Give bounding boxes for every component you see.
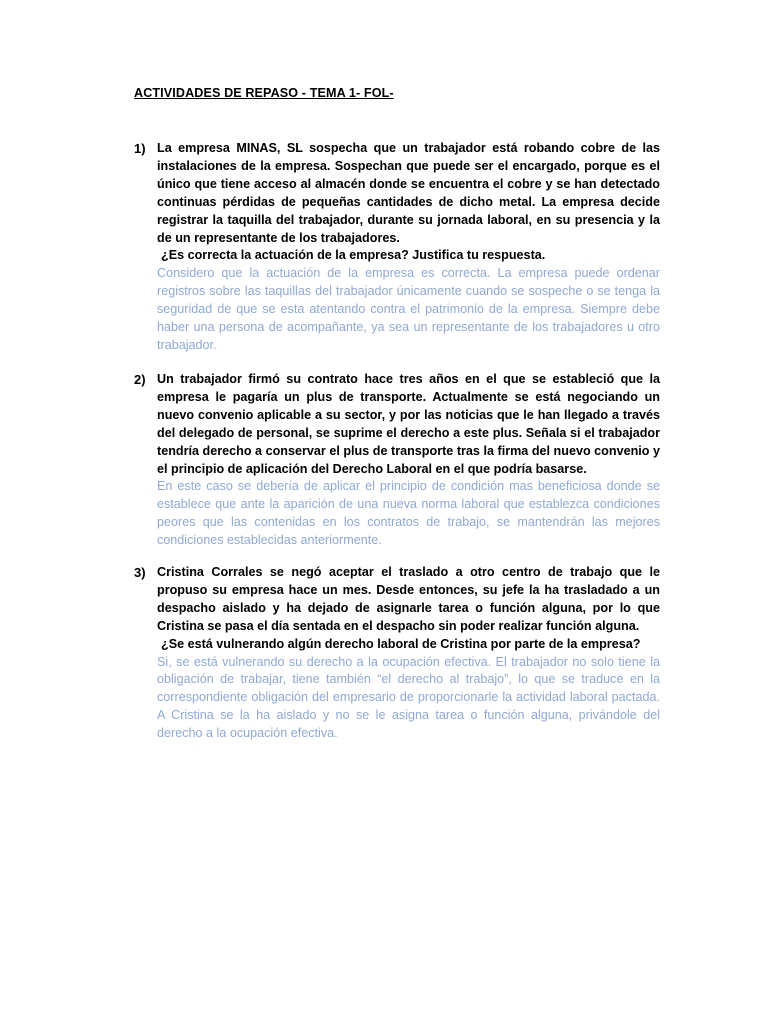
exercise-number: 3) xyxy=(134,565,146,580)
exercise-question: ¿Es correcta la actuación de la empresa? Justifica tu respuesta. xyxy=(161,248,546,263)
exercise-statement: Un trabajador firmó su contrato hace tres años en el que se estableció que la empresa le pagaría un plus de transporte. Actualmente se está negociando un nuevo convenio aplicable a su sector, y por las noticias que le han llegado a través del delegado de personal, se suprime el derecho a este plus. Señala si el trabajador tendría derecho a conservar el plus de transporte tras la firma del nuevo convenio y el principio de aplicación del Derecho Laboral en el que podría basarse. xyxy=(157,372,660,476)
exercise-question: ¿Se está vulnerando algún derecho laboral de Cristina por parte de la empresa? xyxy=(161,636,641,651)
exercise-statement: Cristina Corrales se negó aceptar el traslado a otro centro de trabajo que le propuso su empresa hace un mes. Desde entonces, su jefe la ha trasladado a un despacho aislado y ha dejado de asignarle tarea o función alguna, por lo que Cristina se pasa el día sentada en el despacho sin poder realizar función alguna. xyxy=(157,565,660,633)
document-title: ACTIVIDADES DE REPASO - TEMA 1- FOL- xyxy=(134,86,394,100)
exercise-statement: La empresa MINAS, SL sospecha que un trabajador está robando cobre de las instalaciones de la empresa. Sospechan que puede ser el encargado, porque es el único que tiene acceso al almacén donde se encuentra el cobre y se han detectado continuas pérdidas de pequeñas cantidades de dicho metal. La empresa decide registrar la taquilla del trabajador, durante su jornada laboral, en su presencia y la de un representante de los trabajadores. xyxy=(157,141,660,245)
exercise-body xyxy=(157,371,660,550)
exercise-body xyxy=(157,140,660,355)
exercise-answer: Considero que la actuación de la empresa es correcta. La empresa puede ordenar registros sobre las taquillas del trabajador únicamente cuando se sospeche o se tenga la seguridad de que se esta atentando contra el patrimonio de la empresa. Siempre debe haber una persona de acompañante, ya sea un representante de los trabajadores u otro trabajador. xyxy=(157,266,660,352)
exercise-body xyxy=(157,564,660,743)
exercise-number: 2) xyxy=(134,372,146,387)
exercise-answer: En este caso se debería de aplicar el principio de condición mas beneficiosa donde se establece que ante la aparición de una nueva norma laboral que establezca condiciones peores que las contenidas en los contratos de trabajo, se mantendrán las mejores condiciones establecidas anteriormente. xyxy=(157,479,660,548)
exercise-number: 1) xyxy=(134,141,146,156)
exercise-answer: Si, se está vulnerando su derecho a la ocupación efectiva. El trabajador no solo tiene la obligación de trabajar, tiene también “el derecho al trabajo”, lo que se traduce en la correspondiente obligación del empresario de proporcionarle la actividad laboral pactada. A Cristina se la ha aislado y no se le asigna tarea o función alguna, privándole del derecho a la ocupación efectiva. xyxy=(157,654,660,741)
